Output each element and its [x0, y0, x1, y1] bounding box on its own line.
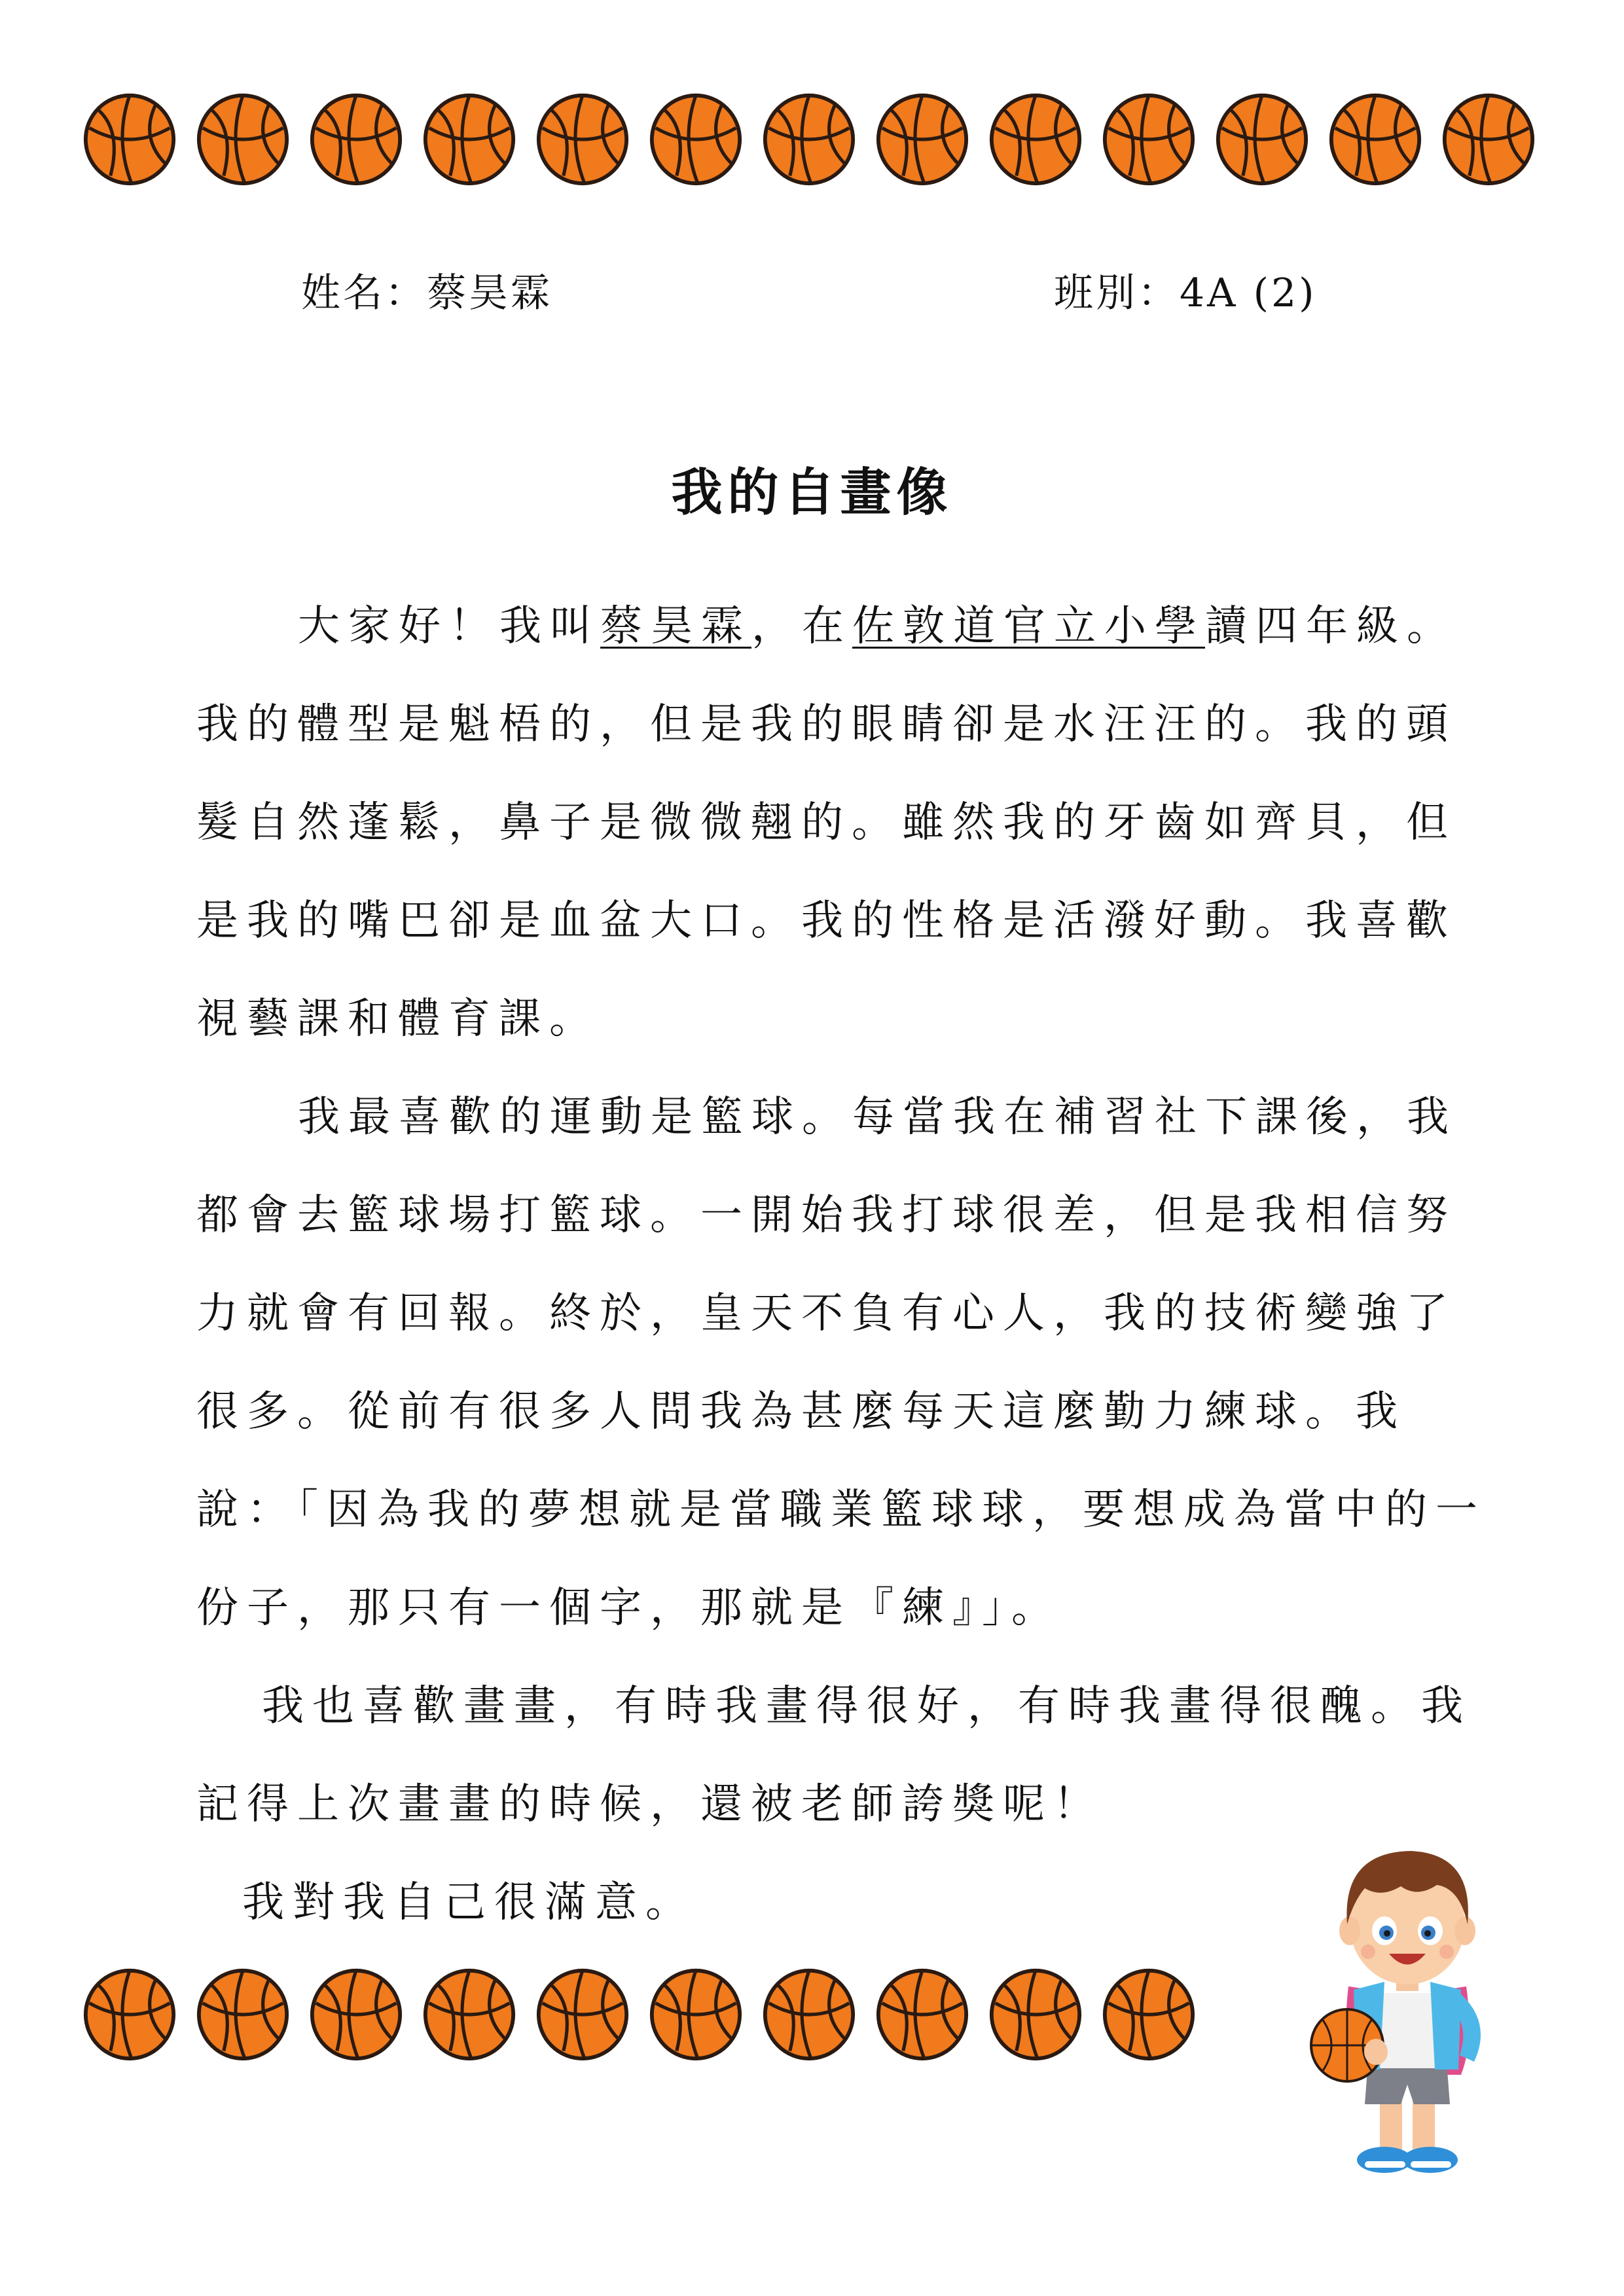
basketball-icon [1327, 92, 1423, 187]
basketball-icon [82, 1967, 177, 2062]
paragraph1-line4: 是我的嘴巴卻是血盆大口。我的性格是活潑好動。我喜歡 [196, 897, 1456, 945]
basketball-icon [195, 92, 291, 187]
school-name-underlined: 佐敦道官立小學 [852, 602, 1205, 651]
boy-with-basketball-illustration [1303, 1826, 1512, 2206]
paragraph1-line5: 視藝課和體育課。 [196, 995, 600, 1043]
student-name-underlined: 蔡昊霖 [600, 602, 751, 651]
basketball-icon [1101, 92, 1197, 187]
paragraph2-line6: 份子，那只有一個字，那就是『練』」。 [196, 1584, 1062, 1632]
student-name-field [301, 262, 552, 318]
basketball-icon [761, 1967, 857, 2062]
paragraph1-line2: 我的體型是魁梧的，但是我的眼睛卻是水汪汪的。我的頭 [196, 700, 1456, 749]
paragraph3-line2: 記得上次畫畫的時候，還被老師誇獎呢！ [196, 1780, 1104, 1829]
paragraph2-line4: 很多。從前有很多人問我為甚麼每天這麼勤力練球。我 [196, 1388, 1406, 1436]
class-label: 班別： [1054, 270, 1180, 316]
basketball-icon [1441, 92, 1536, 187]
basketball-icon [648, 1967, 744, 2062]
paragraph1-line3: 髮自然蓬鬆，鼻子是微微翹的。雖然我的牙齒如齊貝，但 [196, 798, 1456, 847]
paragraph4-line1: 我對我自己很滿意。 [242, 1878, 696, 1927]
student-class-field [1054, 262, 1317, 318]
basketball-icon [1214, 92, 1310, 187]
basketball-icon [875, 1967, 970, 2062]
basketball-icon [988, 92, 1083, 187]
basketball-icon [535, 92, 630, 187]
basketball-icon [875, 92, 970, 187]
paragraph2-line1: 我最喜歡的運動是籃球。每當我在補習社下課後，我 [298, 1093, 1457, 1141]
basketball-icon [308, 1967, 404, 2062]
paragraph2-line5: 說：「因為我的夢想就是當職業籃球球，要想成為當中的一 [196, 1486, 1486, 1534]
p1-mid: ，在 [751, 602, 852, 651]
name-label: 姓名： [301, 270, 427, 316]
basketball-icon [195, 1967, 291, 2062]
basketball-icon [535, 1967, 630, 2062]
class-value: 4A (2) [1180, 270, 1317, 316]
p1-intro: 大家好！我叫 [298, 602, 600, 651]
paragraph3-line1: 我也喜歡畫畫，有時我畫得很好，有時我畫得很醜。我 [262, 1682, 1471, 1731]
basketball-icon [988, 1967, 1083, 2062]
basketball-icon [308, 92, 404, 187]
name-value: 蔡昊霖 [427, 270, 552, 316]
basketball-icon [761, 92, 857, 187]
paragraph2-line2: 都會去籃球場打籃球。一開始我打球很差，但是我相信努 [196, 1191, 1456, 1240]
top-basketball-border [0, 92, 1624, 190]
basketball-icon [422, 1967, 517, 2062]
basketball-icon [1101, 1967, 1197, 2062]
paragraph1-line1 [298, 592, 1457, 653]
page-title: 我的自畫像 [671, 463, 953, 522]
basketball-icon [422, 92, 517, 187]
p1-post: 讀四年級。 [1205, 602, 1457, 651]
basketball-icon [648, 92, 744, 187]
paragraph2-line3: 力就會有回報。終於，皇天不負有心人，我的技術變強了 [196, 1289, 1456, 1338]
basketball-icon [82, 92, 177, 187]
